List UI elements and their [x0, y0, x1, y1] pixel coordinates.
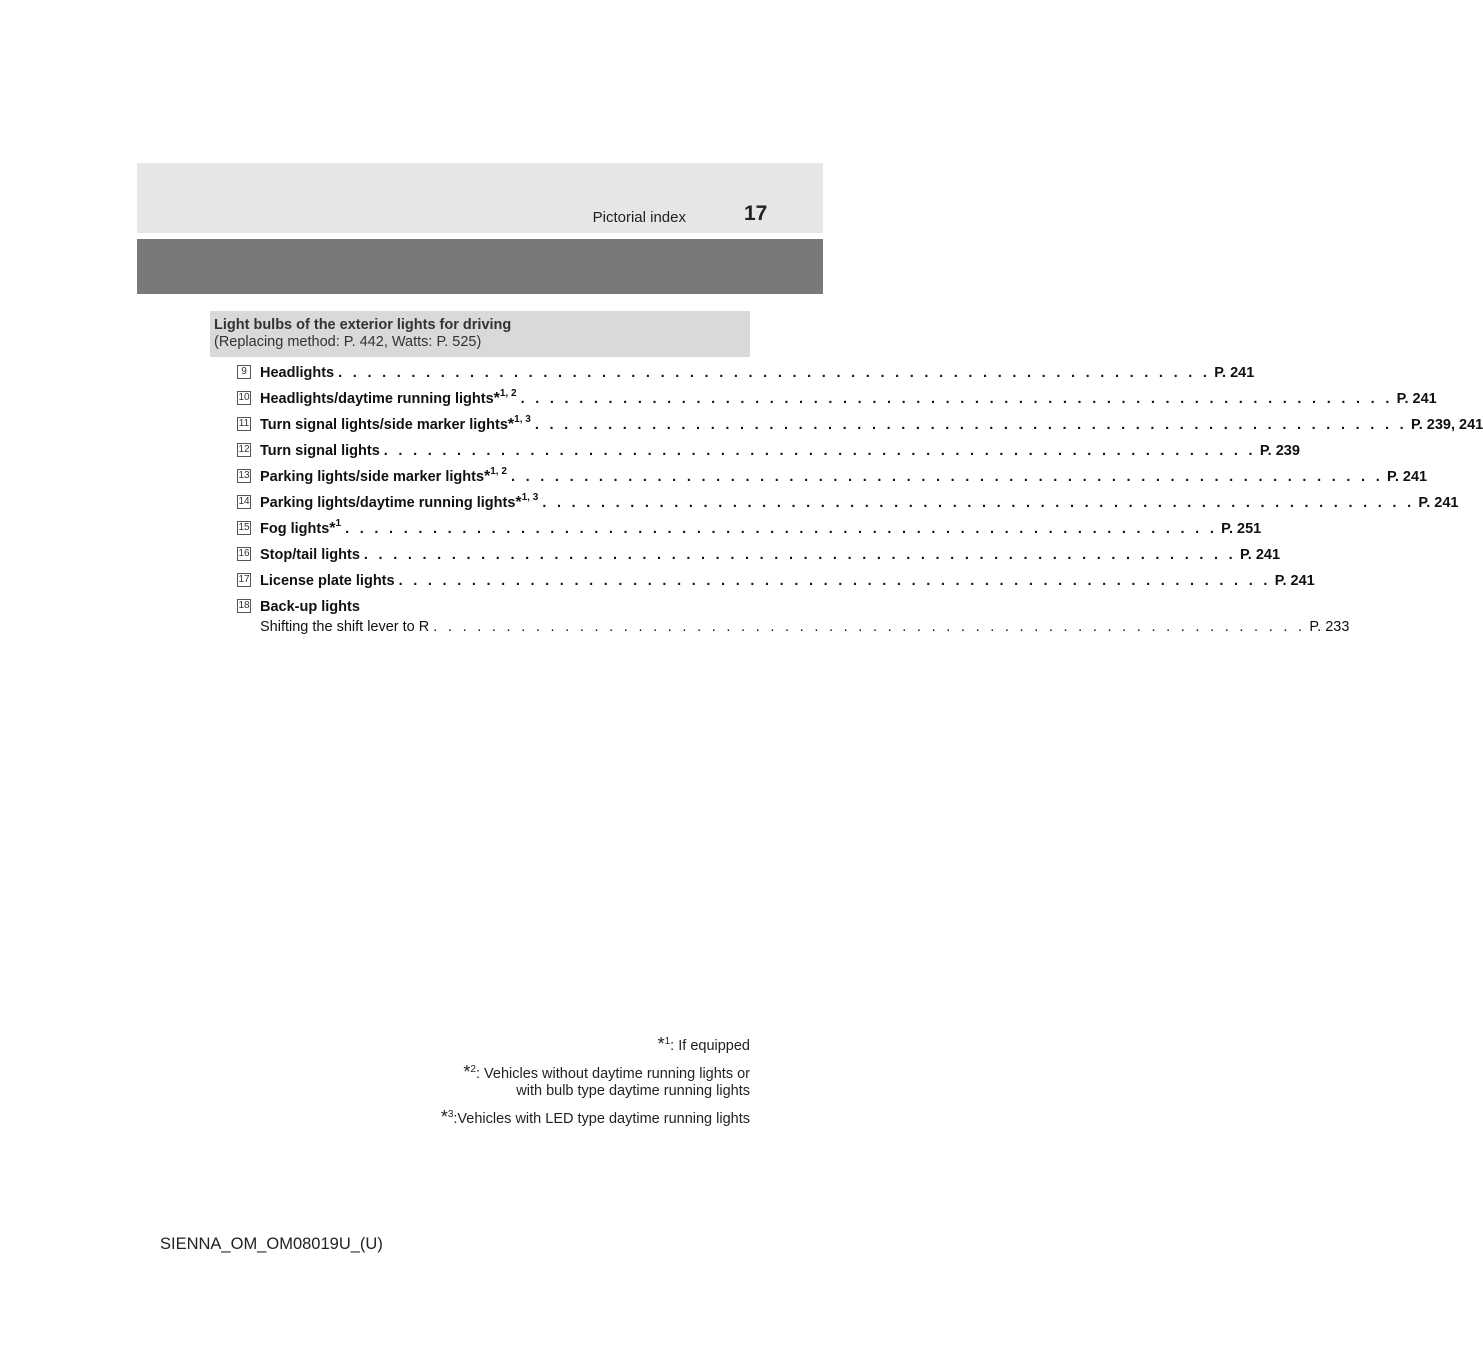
item-number: 10	[238, 392, 250, 403]
list-item	[237, 364, 1255, 390]
list-item	[237, 414, 1483, 442]
page-ref-link[interactable]: P. 239, 241	[1410, 417, 1483, 433]
leader-dots: . . . . . . . . . . . . . . . . . . . . . . . . . . . . . . . . . . . . . . . . . . . . . . . . . . . . . . . . . . . .	[345, 521, 1218, 537]
leader-dots: . . . . . . . . . . . . . . . . . . . . . . . . . . . . . . . . . . . . . . . . . . . . . . . . . . . . . . . . . . . .	[338, 365, 1211, 381]
item-label: Turn signal lights/side marker lights	[260, 417, 508, 433]
leader-dots: . . . . . . . . . . . . . . . . . . . . . . . . . . . . . . . . . . . . . . . . . . . . . . . . . . . . . . . . . . . .	[383, 443, 1256, 459]
item-number: 17	[238, 574, 250, 585]
leader-dots: . . . . . . . . . . . . . . . . . . . . . . . . . . . . . . . . . . . . . . . . . . . . . . . . . . . . . . . . . . . .	[363, 547, 1236, 563]
item-label: Stop/tail lights	[260, 547, 360, 563]
document-footer: SIENNA_OM_OM08019U_(U)	[160, 1235, 383, 1253]
page-ref-link[interactable]: P. 241	[1240, 547, 1281, 563]
footnote-star: *	[515, 494, 522, 511]
page-ref-link[interactable]: P. 241	[1396, 391, 1437, 407]
leader-dots: . . . . . . . . . . . . . . . . . . . . . . . . . . . . . . . . . . . . . . . . . . . . . . . . . . . . . . . . . . . .	[433, 619, 1306, 635]
page-ref-link[interactable]: P. 241	[1214, 365, 1255, 381]
footnote-star: *	[329, 520, 336, 537]
footnote-ref: 1, 3	[521, 492, 539, 504]
item-list	[237, 364, 1483, 646]
leader-dots: . . . . . . . . . . . . . . . . . . . . . . . . . . . . . . . . . . . . . . . . . . . . . . . . . . . . . . . . . . . .	[534, 417, 1407, 433]
footnote-2: *$^2$: Vehicles without daytime running lights or with bulb type daytime running lights	[463, 1061, 750, 1099]
footnote-star: *	[484, 468, 491, 485]
page-ref-link[interactable]: P. 251	[1221, 521, 1262, 537]
list-item	[237, 572, 1315, 598]
section-box	[210, 311, 750, 357]
header-band	[137, 163, 823, 233]
footnotes	[210, 1033, 750, 1133]
item-label: Fog lights	[260, 521, 330, 537]
leader-dots: . . . . . . . . . . . . . . . . . . . . . . . . . . . . . . . . . . . . . . . . . . . . . . . . . . . . . . . . . . . .	[398, 573, 1271, 589]
item-label: Parking lights/daytime running lights	[260, 495, 516, 511]
page-number: 17	[744, 202, 768, 225]
item-label: Headlights/daytime running lights	[260, 391, 494, 407]
item-number: 14	[238, 496, 250, 507]
section-title: Pictorial index	[592, 209, 686, 226]
list-item	[237, 388, 1437, 416]
item-number: 18	[238, 600, 250, 611]
footnote-ref: 1, 3	[514, 414, 531, 426]
dark-band	[137, 239, 823, 294]
item-number: 13	[238, 470, 250, 481]
list-item	[237, 598, 1350, 646]
box-title: Light bulbs of the exterior lights for driving	[214, 317, 512, 333]
footnote-star: *	[493, 390, 500, 407]
item-number: 11	[238, 418, 250, 429]
item-number: 9	[237, 365, 251, 379]
list-item	[237, 442, 1300, 468]
list-item	[237, 518, 1262, 546]
footnote-ref: 1, 2	[490, 466, 507, 478]
item-label: License plate lights	[260, 573, 395, 589]
box-subtitle: (Replacing method: P. 442, Watts: P. 525)	[214, 334, 482, 350]
list-item	[237, 466, 1428, 494]
page-ref-link[interactable]: P. 241	[1387, 469, 1428, 485]
item-number: 12	[238, 444, 250, 455]
list-item	[237, 492, 1459, 520]
item-number: 15	[238, 522, 250, 533]
list-item	[237, 546, 1281, 572]
leader-dots: . . . . . . . . . . . . . . . . . . . . . . . . . . . . . . . . . . . . . . . . . . . . . . . . . . . . . . . . . . . .	[510, 469, 1384, 485]
footnote-1: *$^1$: If equipped	[657, 1033, 750, 1054]
page-ref-link[interactable]: P. 239	[1259, 443, 1300, 459]
footnote-ref: 1	[335, 518, 342, 530]
item-number: 16	[238, 548, 250, 559]
footnote-ref: 1, 2	[499, 388, 517, 400]
page-ref-link[interactable]: P. 241	[1274, 573, 1315, 589]
item-label: Back-up lights	[260, 599, 360, 615]
footnote-star: *	[507, 416, 515, 433]
footnote-3: *$^3$:Vehicles with LED type daytime running lights	[440, 1106, 750, 1127]
page-ref-link[interactable]: P. 241	[1418, 495, 1459, 511]
leader-dots: . . . . . . . . . . . . . . . . . . . . . . . . . . . . . . . . . . . . . . . . . . . . . . . . . . . . . . . . . . . .	[542, 495, 1415, 511]
item-sub-label: Shifting the shift lever to R	[260, 619, 430, 635]
page-ref-link[interactable]: P. 233	[1309, 619, 1350, 635]
leader-dots: . . . . . . . . . . . . . . . . . . . . . . . . . . . . . . . . . . . . . . . . . . . . . . . . . . . . . . . . . . . .	[520, 391, 1393, 407]
item-label: Parking lights/side marker lights	[260, 469, 485, 485]
item-label: Turn signal lights	[260, 443, 380, 459]
item-label: Headlights	[260, 365, 335, 381]
